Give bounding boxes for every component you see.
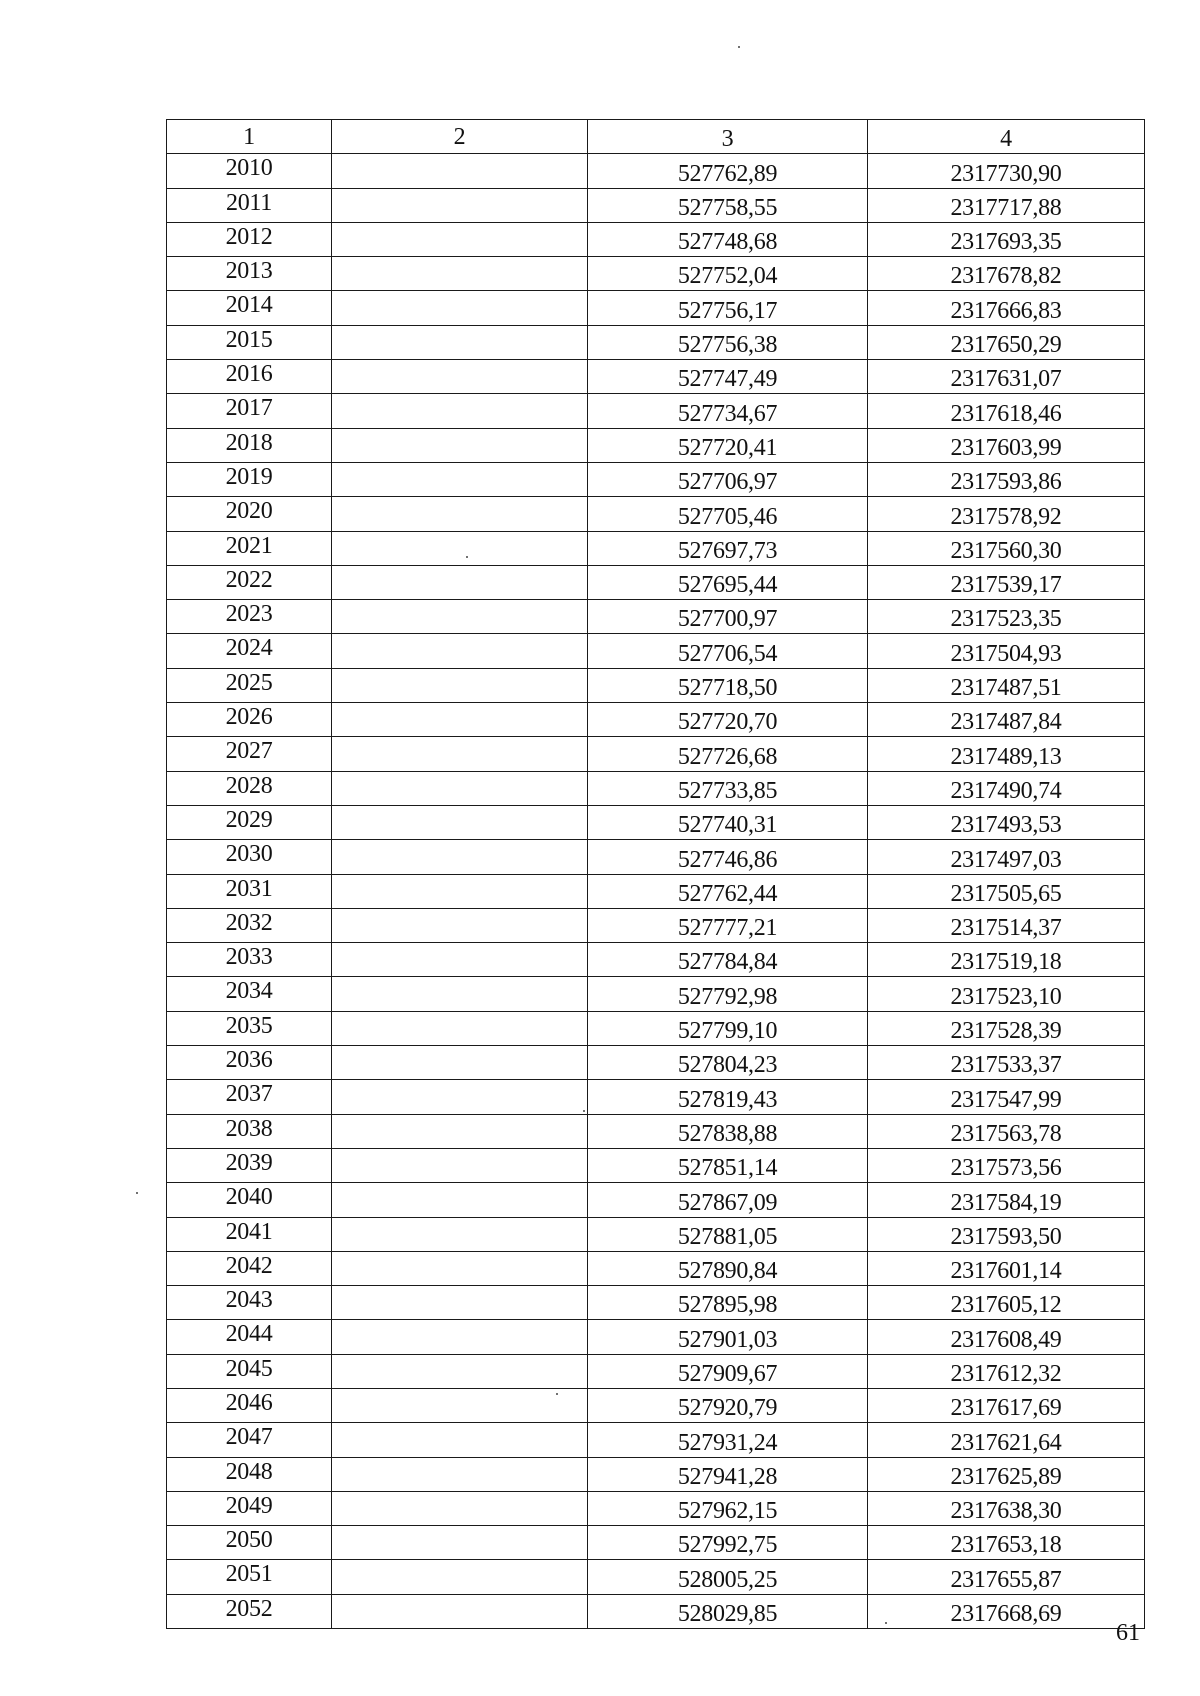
y-coordinate-cell: 2317578,92	[868, 497, 1145, 531]
name-cell	[332, 1183, 588, 1217]
name-cell	[332, 428, 588, 462]
table-row	[167, 1526, 1145, 1560]
table-row	[167, 703, 1145, 737]
point-number-cell: 2016	[167, 360, 332, 394]
x-coordinate-cell: 527756,17	[588, 291, 868, 325]
x-coordinate-cell: 527992,75	[588, 1526, 868, 1560]
x-coordinate-cell: 528029,85	[588, 1594, 868, 1628]
table-row	[167, 257, 1145, 291]
point-number-cell: 2013	[167, 257, 332, 291]
y-coordinate-cell: 2317539,17	[868, 565, 1145, 599]
y-coordinate-cell: 2317490,74	[868, 771, 1145, 805]
name-cell	[332, 1526, 588, 1560]
name-cell	[332, 325, 588, 359]
name-cell	[332, 1148, 588, 1182]
y-coordinate-cell: 2317504,93	[868, 634, 1145, 668]
y-coordinate-cell: 2317523,10	[868, 977, 1145, 1011]
y-coordinate-cell: 2317612,32	[868, 1354, 1145, 1388]
point-number-cell: 2050	[167, 1526, 332, 1560]
y-coordinate-cell: 2317608,49	[868, 1320, 1145, 1354]
name-cell	[332, 565, 588, 599]
name-cell	[332, 257, 588, 291]
y-coordinate-cell: 2317593,50	[868, 1217, 1145, 1251]
name-cell	[332, 634, 588, 668]
table-row	[167, 1423, 1145, 1457]
name-cell	[332, 360, 588, 394]
table-row	[167, 1011, 1145, 1045]
point-number-cell: 2023	[167, 600, 332, 634]
point-number-cell: 2032	[167, 908, 332, 942]
point-number-cell: 2027	[167, 737, 332, 771]
table-row	[167, 222, 1145, 256]
name-cell	[332, 1011, 588, 1045]
point-number-cell: 2039	[167, 1148, 332, 1182]
x-coordinate-cell: 527697,73	[588, 531, 868, 565]
point-number-cell: 2022	[167, 565, 332, 599]
x-coordinate-cell: 527734,67	[588, 394, 868, 428]
x-coordinate-cell: 527756,38	[588, 325, 868, 359]
point-number-cell: 2045	[167, 1354, 332, 1388]
name-cell	[332, 771, 588, 805]
x-coordinate-cell: 527901,03	[588, 1320, 868, 1354]
x-coordinate-cell: 527752,04	[588, 257, 868, 291]
y-coordinate-cell: 2317514,37	[868, 908, 1145, 942]
point-number-cell: 2028	[167, 771, 332, 805]
y-coordinate-cell: 2317505,65	[868, 874, 1145, 908]
name-cell	[332, 394, 588, 428]
name-cell	[332, 737, 588, 771]
point-number-cell: 2010	[167, 154, 332, 188]
y-coordinate-cell: 2317487,51	[868, 668, 1145, 702]
x-coordinate-cell: 527941,28	[588, 1457, 868, 1491]
point-number-cell: 2042	[167, 1251, 332, 1285]
y-coordinate-cell: 2317603,99	[868, 428, 1145, 462]
point-number-cell: 2037	[167, 1080, 332, 1114]
name-cell	[332, 188, 588, 222]
y-coordinate-cell: 2317666,83	[868, 291, 1145, 325]
page-number: 61	[1116, 1620, 1140, 1646]
name-cell	[332, 1046, 588, 1080]
point-number-cell: 2048	[167, 1457, 332, 1491]
table-body	[167, 154, 1145, 1629]
y-coordinate-cell: 2317593,86	[868, 462, 1145, 496]
name-cell	[332, 1457, 588, 1491]
table-row	[167, 360, 1145, 394]
name-cell	[332, 600, 588, 634]
table-row	[167, 1114, 1145, 1148]
y-coordinate-cell: 2317655,87	[868, 1560, 1145, 1594]
x-coordinate-cell: 527804,23	[588, 1046, 868, 1080]
x-coordinate-cell: 527838,88	[588, 1114, 868, 1148]
name-cell	[332, 462, 588, 496]
y-coordinate-cell: 2317693,35	[868, 222, 1145, 256]
table-row	[167, 1388, 1145, 1422]
table-row	[167, 531, 1145, 565]
point-number-cell: 2040	[167, 1183, 332, 1217]
table-row	[167, 840, 1145, 874]
x-coordinate-cell: 527784,84	[588, 943, 868, 977]
table-row	[167, 188, 1145, 222]
name-cell	[332, 154, 588, 188]
y-coordinate-cell: 2317497,03	[868, 840, 1145, 874]
name-cell	[332, 943, 588, 977]
point-number-cell: 2020	[167, 497, 332, 531]
name-cell	[332, 1354, 588, 1388]
table-row	[167, 805, 1145, 839]
table-row	[167, 874, 1145, 908]
table-row	[167, 1286, 1145, 1320]
point-number-cell: 2047	[167, 1423, 332, 1457]
name-cell	[332, 840, 588, 874]
y-coordinate-cell: 2317618,46	[868, 394, 1145, 428]
column-header-3: 3	[588, 120, 868, 154]
name-cell	[332, 874, 588, 908]
x-coordinate-cell: 527819,43	[588, 1080, 868, 1114]
y-coordinate-cell: 2317617,69	[868, 1388, 1145, 1422]
x-coordinate-cell: 527726,68	[588, 737, 868, 771]
name-cell	[332, 668, 588, 702]
x-coordinate-cell: 527718,50	[588, 668, 868, 702]
y-coordinate-cell: 2317678,82	[868, 257, 1145, 291]
point-number-cell: 2024	[167, 634, 332, 668]
x-coordinate-cell: 527920,79	[588, 1388, 868, 1422]
name-cell	[332, 1560, 588, 1594]
x-coordinate-cell: 527962,15	[588, 1491, 868, 1525]
table-row	[167, 325, 1145, 359]
x-coordinate-cell: 527705,46	[588, 497, 868, 531]
table-row	[167, 1457, 1145, 1491]
point-number-cell: 2035	[167, 1011, 332, 1045]
x-coordinate-cell: 527777,21	[588, 908, 868, 942]
x-coordinate-cell: 527720,70	[588, 703, 868, 737]
x-coordinate-cell: 527867,09	[588, 1183, 868, 1217]
name-cell	[332, 1423, 588, 1457]
table-row	[167, 977, 1145, 1011]
y-coordinate-cell: 2317563,78	[868, 1114, 1145, 1148]
table-row	[167, 1148, 1145, 1182]
x-coordinate-cell: 527909,67	[588, 1354, 868, 1388]
y-coordinate-cell: 2317625,89	[868, 1457, 1145, 1491]
y-coordinate-cell: 2317523,35	[868, 600, 1145, 634]
point-number-cell: 2038	[167, 1114, 332, 1148]
point-number-cell: 2025	[167, 668, 332, 702]
point-number-cell: 2017	[167, 394, 332, 428]
column-header-1: 1	[167, 120, 332, 154]
y-coordinate-cell: 2317601,14	[868, 1251, 1145, 1285]
table-row	[167, 634, 1145, 668]
point-number-cell: 2011	[167, 188, 332, 222]
x-coordinate-cell: 527762,44	[588, 874, 868, 908]
y-coordinate-cell: 2317519,18	[868, 943, 1145, 977]
name-cell	[332, 497, 588, 531]
header-row	[167, 120, 1145, 154]
name-cell	[332, 1080, 588, 1114]
table-row	[167, 668, 1145, 702]
scan-speck	[738, 46, 740, 48]
point-number-cell: 2049	[167, 1491, 332, 1525]
name-cell	[332, 1251, 588, 1285]
column-header-2: 2	[332, 120, 588, 154]
point-number-cell: 2052	[167, 1594, 332, 1628]
name-cell	[332, 1114, 588, 1148]
x-coordinate-cell: 527700,97	[588, 600, 868, 634]
table-row	[167, 737, 1145, 771]
name-cell	[332, 908, 588, 942]
name-cell	[332, 531, 588, 565]
name-cell	[332, 1217, 588, 1251]
table-row	[167, 600, 1145, 634]
y-coordinate-cell: 2317638,30	[868, 1491, 1145, 1525]
y-coordinate-cell: 2317717,88	[868, 188, 1145, 222]
y-coordinate-cell: 2317653,18	[868, 1526, 1145, 1560]
table-row	[167, 1183, 1145, 1217]
table-row	[167, 565, 1145, 599]
name-cell	[332, 1594, 588, 1628]
x-coordinate-cell: 527890,84	[588, 1251, 868, 1285]
table-row	[167, 1560, 1145, 1594]
y-coordinate-cell: 2317533,37	[868, 1046, 1145, 1080]
y-coordinate-cell: 2317668,69	[868, 1594, 1145, 1628]
column-header-4: 4	[868, 120, 1145, 154]
y-coordinate-cell: 2317730,90	[868, 154, 1145, 188]
name-cell	[332, 1320, 588, 1354]
point-number-cell: 2051	[167, 1560, 332, 1594]
y-coordinate-cell: 2317584,19	[868, 1183, 1145, 1217]
table-row	[167, 462, 1145, 496]
table-row	[167, 291, 1145, 325]
table-row	[167, 394, 1145, 428]
point-number-cell: 2043	[167, 1286, 332, 1320]
point-number-cell: 2041	[167, 1217, 332, 1251]
table-row	[167, 1354, 1145, 1388]
y-coordinate-cell: 2317493,53	[868, 805, 1145, 839]
x-coordinate-cell: 528005,25	[588, 1560, 868, 1594]
name-cell	[332, 222, 588, 256]
name-cell	[332, 1491, 588, 1525]
y-coordinate-cell: 2317560,30	[868, 531, 1145, 565]
x-coordinate-cell: 527733,85	[588, 771, 868, 805]
name-cell	[332, 1388, 588, 1422]
x-coordinate-cell: 527851,14	[588, 1148, 868, 1182]
table-row	[167, 1320, 1145, 1354]
x-coordinate-cell: 527799,10	[588, 1011, 868, 1045]
point-number-cell: 2012	[167, 222, 332, 256]
x-coordinate-cell: 527740,31	[588, 805, 868, 839]
coordinates-table	[166, 119, 1145, 1629]
y-coordinate-cell: 2317489,13	[868, 737, 1145, 771]
x-coordinate-cell: 527895,98	[588, 1286, 868, 1320]
x-coordinate-cell: 527748,68	[588, 222, 868, 256]
table-row	[167, 497, 1145, 531]
y-coordinate-cell: 2317573,56	[868, 1148, 1145, 1182]
point-number-cell: 2033	[167, 943, 332, 977]
x-coordinate-cell: 527706,54	[588, 634, 868, 668]
x-coordinate-cell: 527695,44	[588, 565, 868, 599]
name-cell	[332, 291, 588, 325]
name-cell	[332, 805, 588, 839]
x-coordinate-cell: 527931,24	[588, 1423, 868, 1457]
point-number-cell: 2030	[167, 840, 332, 874]
y-coordinate-cell: 2317631,07	[868, 360, 1145, 394]
x-coordinate-cell: 527720,41	[588, 428, 868, 462]
table-row	[167, 1217, 1145, 1251]
name-cell	[332, 1286, 588, 1320]
table-row	[167, 1594, 1145, 1628]
table-row	[167, 771, 1145, 805]
point-number-cell: 2021	[167, 531, 332, 565]
x-coordinate-cell: 527758,55	[588, 188, 868, 222]
y-coordinate-cell: 2317528,39	[868, 1011, 1145, 1045]
name-cell	[332, 977, 588, 1011]
x-coordinate-cell: 527706,97	[588, 462, 868, 496]
x-coordinate-cell: 527746,86	[588, 840, 868, 874]
point-number-cell: 2036	[167, 1046, 332, 1080]
point-number-cell: 2018	[167, 428, 332, 462]
x-coordinate-cell: 527881,05	[588, 1217, 868, 1251]
point-number-cell: 2031	[167, 874, 332, 908]
point-number-cell: 2044	[167, 1320, 332, 1354]
table-row	[167, 1491, 1145, 1525]
point-number-cell: 2046	[167, 1388, 332, 1422]
name-cell	[332, 703, 588, 737]
table-row	[167, 428, 1145, 462]
table-row	[167, 1251, 1145, 1285]
y-coordinate-cell: 2317650,29	[868, 325, 1145, 359]
point-number-cell: 2029	[167, 805, 332, 839]
table-row	[167, 1046, 1145, 1080]
y-coordinate-cell: 2317487,84	[868, 703, 1145, 737]
y-coordinate-cell: 2317547,99	[868, 1080, 1145, 1114]
point-number-cell: 2026	[167, 703, 332, 737]
point-number-cell: 2015	[167, 325, 332, 359]
x-coordinate-cell: 527747,49	[588, 360, 868, 394]
y-coordinate-cell: 2317605,12	[868, 1286, 1145, 1320]
table-row	[167, 943, 1145, 977]
point-number-cell: 2034	[167, 977, 332, 1011]
point-number-cell: 2019	[167, 462, 332, 496]
y-coordinate-cell: 2317621,64	[868, 1423, 1145, 1457]
x-coordinate-cell: 527792,98	[588, 977, 868, 1011]
table-row	[167, 154, 1145, 188]
table-row	[167, 1080, 1145, 1114]
table-row	[167, 908, 1145, 942]
x-coordinate-cell: 527762,89	[588, 154, 868, 188]
scan-speck	[136, 1192, 138, 1194]
point-number-cell: 2014	[167, 291, 332, 325]
